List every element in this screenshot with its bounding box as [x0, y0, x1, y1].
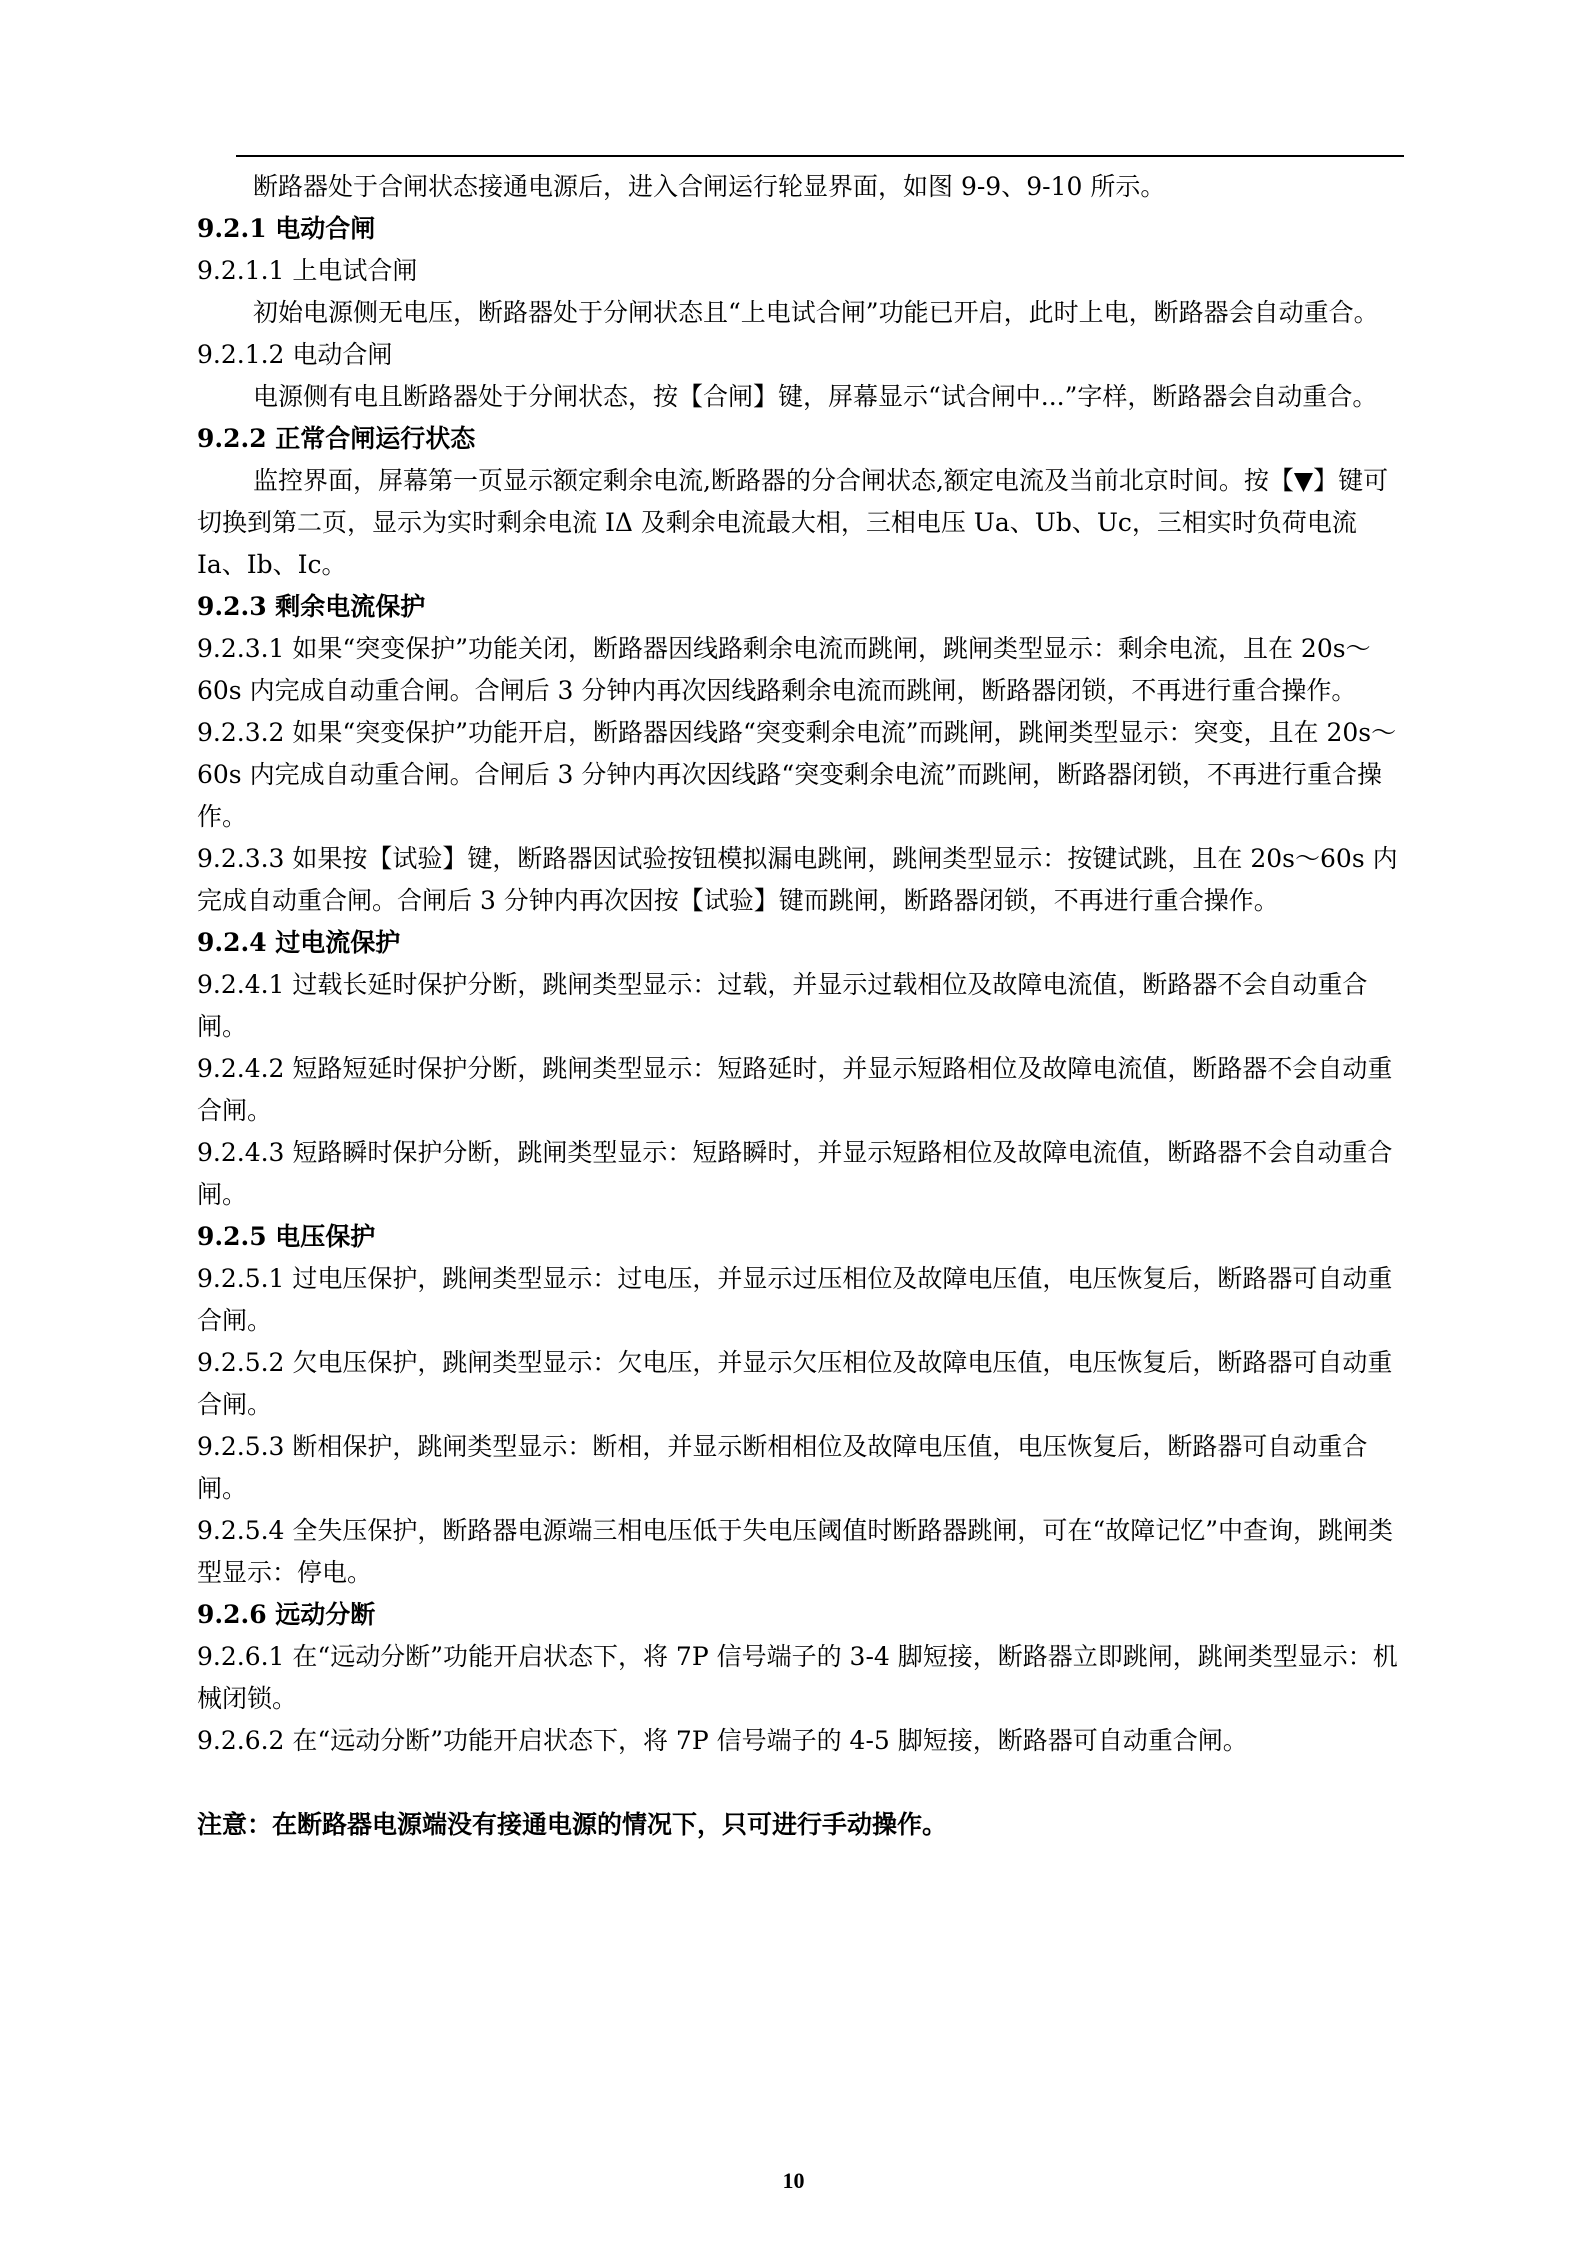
paragraph-9-2-2: 监控界面，屏幕第一页显示额定剩余电流,断路器的分合闸状态,额定电流及当前北京时间。按【▼】键可切换到第二页，显示为实时剩余电流 IΔ 及剩余电流最大相，三相电压 Ua、Ub、Uc，三相实时负荷电流 Ia、Ib、Ic。 [197, 466, 1389, 579]
intro-paragraph: 断路器处于合闸状态接通电源后，进入合闸运行轮显界面，如图 9-9、9-10 所示。 [253, 172, 1166, 201]
paragraph-9-2-1-2: 电源侧有电且断路器处于分闸状态，按【合闸】键，屏幕显示“试合闸中...”字样，断路器会自动重合。 [253, 382, 1378, 411]
header-rule [236, 155, 1404, 157]
subsection-heading-9-2-1-2: 9.2.1.2 电动合闸 [197, 340, 393, 369]
paragraph-9-2-4-2: 9.2.4.2 短路短延时保护分断，跳闸类型显示：短路延时，并显示短路相位及故障电流值，断路器不会自动重合闸。 [197, 1054, 1393, 1125]
page-number: 10 [782, 2168, 805, 2193]
section-heading-9-2-4: 9.2.4 过电流保护 [197, 928, 401, 957]
section-heading-9-2-2: 9.2.2 正常合闸运行状态 [197, 424, 476, 453]
paragraph-9-2-3-3: 9.2.3.3 如果按【试验】键，断路器因试验按钮模拟漏电跳闸，跳闸类型显示：按键试跳，且在 20s～60s 内完成自动重合闸。合闸后 3 分钟内再次因按【试验】键而跳闸，断路器闭锁，不再进行重合操作。 [197, 844, 1398, 915]
paragraph-9-2-5-3: 9.2.5.3 断相保护，跳闸类型显示：断相，并显示断相相位及故障电压值，电压恢复后，断路器可自动重合闸。 [197, 1432, 1368, 1503]
subsection-heading-9-2-1-1: 9.2.1.1 上电试合闸 [197, 256, 418, 285]
section-heading-9-2-5: 9.2.5 电压保护 [197, 1222, 376, 1251]
paragraph-9-2-3-1: 9.2.3.1 如果“突变保护”功能关闭，断路器因线路剩余电流而跳闸，跳闸类型显示：剩余电流，且在 20s～60s 内完成自动重合闸。合闸后 3 分钟内再次因线路剩余电流而跳闸，断路器闭锁，不再进行重合操作。 [197, 634, 1371, 705]
note-paragraph: 注意：在断路器电源端没有接通电源的情况下，只可进行手动操作。 [197, 1810, 948, 1839]
paragraph-9-2-4-3: 9.2.4.3 短路瞬时保护分断，跳闸类型显示：短路瞬时，并显示短路相位及故障电流值，断路器不会自动重合闸。 [197, 1138, 1393, 1209]
paragraph-9-2-5-1: 9.2.5.1 过电压保护，跳闸类型显示：过电压，并显示过压相位及故障电压值，电压恢复后，断路器可自动重合闸。 [197, 1264, 1393, 1335]
section-heading-9-2-1: 9.2.1 电动合闸 [197, 214, 376, 243]
paragraph-9-2-6-2: 9.2.6.2 在“远动分断”功能开启状态下，将 7P 信号端子的 4-5 脚短接，断路器可自动重合闸。 [197, 1726, 1248, 1755]
paragraph-9-2-6-1: 9.2.6.1 在“远动分断”功能开启状态下，将 7P 信号端子的 3-4 脚短接，断路器立即跳闸，跳闸类型显示：机械闭锁。 [197, 1642, 1398, 1713]
paragraph-9-2-5-4: 9.2.5.4 全失压保护，断路器电源端三相电压低于失电压阈值时断路器跳闸，可在“故障记忆”中查询，跳闸类型显示：停电。 [197, 1516, 1393, 1587]
paragraph-9-2-1-1: 初始电源侧无电压，断路器处于分闸状态且“上电试合闸”功能已开启，此时上电，断路器会自动重合。 [253, 298, 1379, 327]
paragraph-9-2-5-2: 9.2.5.2 欠电压保护，跳闸类型显示：欠电压，并显示欠压相位及故障电压值，电压恢复后，断路器可自动重合闸。 [197, 1348, 1393, 1419]
paragraph-9-2-4-1: 9.2.4.1 过载长延时保护分断，跳闸类型显示：过载，并显示过载相位及故障电流值，断路器不会自动重合闸。 [197, 970, 1368, 1041]
section-heading-9-2-3: 9.2.3 剩余电流保护 [197, 592, 426, 621]
paragraph-9-2-3-2: 9.2.3.2 如果“突变保护”功能开启，断路器因线路“突变剩余电流”而跳闸，跳闸类型显示：突变，且在 20s～60s 内完成自动重合闸。合闸后 3 分钟内再次因线路“突变剩余电流”而跳闸，断路器闭锁，不再进行重合操作。 [197, 718, 1397, 831]
document-body [197, 166, 1404, 1846]
section-heading-9-2-6: 9.2.6 远动分断 [197, 1600, 376, 1629]
